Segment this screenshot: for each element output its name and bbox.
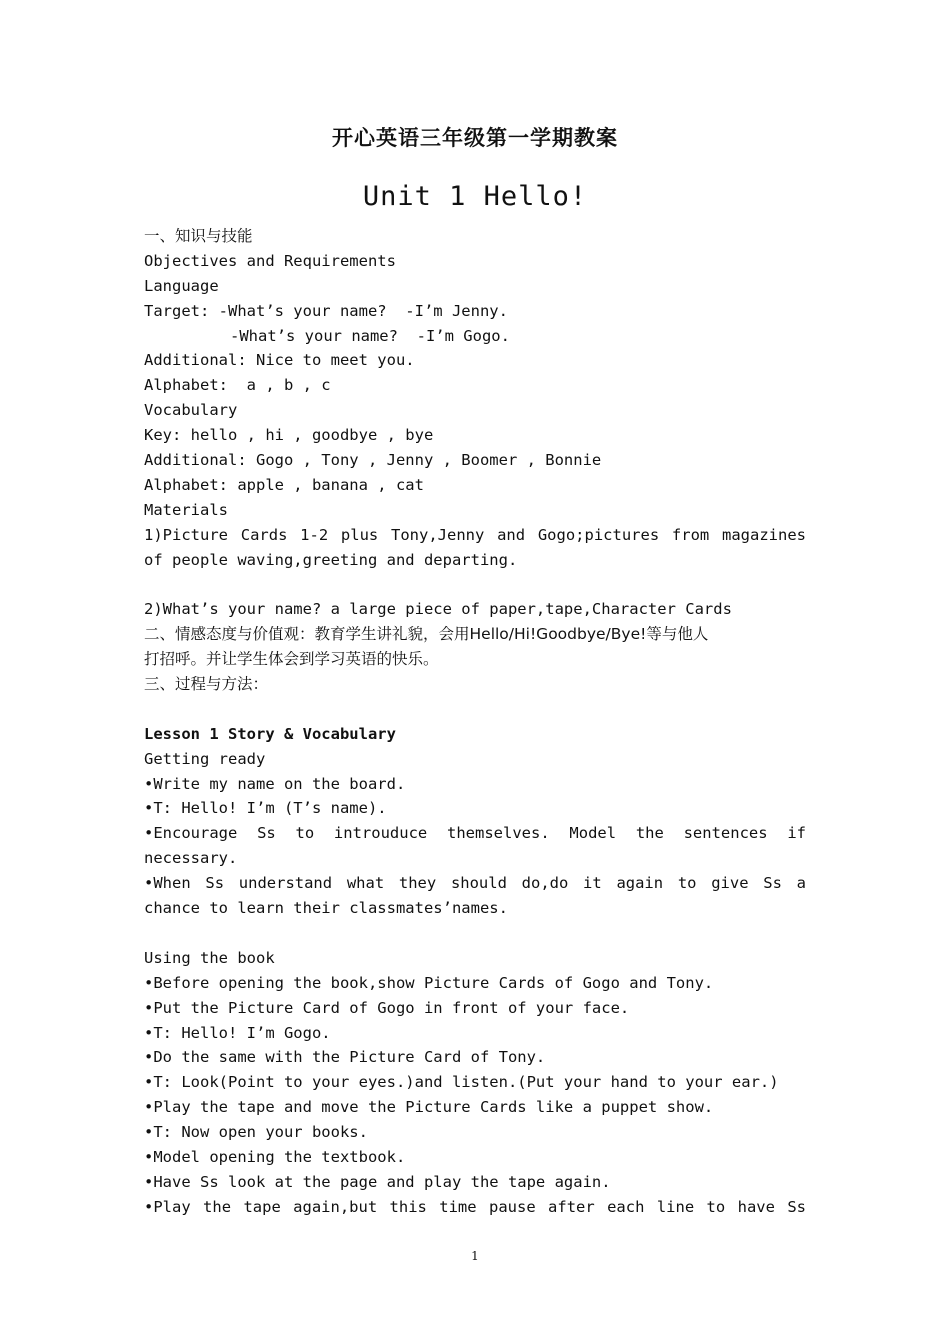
vocab-key-line: Key: hello , hi , goodbye , bye [144, 426, 434, 445]
getting-ready-item: •When Ss understand what they should do,do it again to give Ss a [144, 874, 806, 893]
document-body [144, 224, 806, 1220]
section-attitude-line-2: 打招呼。并让学生体会到学习英语的快乐。 [144, 650, 439, 669]
using-book-item: •Model opening the textbook. [144, 1147, 406, 1166]
vocab-alphabet-line: Alphabet: apple , banana , cat [144, 475, 424, 494]
using-book-item: •Do the same with the Picture Card of Tony. [144, 1048, 546, 1067]
using-book-item: •T: Now open your books. [144, 1123, 368, 1142]
using-book-item: •T: Look(Point to your eyes.)and listen.(Put your hand to your ear.) [144, 1073, 779, 1092]
spacer [144, 572, 806, 597]
vocabulary-heading: Vocabulary [144, 401, 238, 420]
getting-ready-item-continuation: chance to learn their classmates’names. [144, 899, 508, 918]
using-book-item: •Put the Picture Card of Gogo in front of your face. [144, 998, 630, 1017]
vocab-additional-line: Additional: Gogo , Tony , Jenny , Boomer , Bonnie [144, 451, 602, 470]
materials-item-2: 2)What’s your name? a large piece of paper,tape,Character Cards [144, 600, 732, 619]
materials-heading: Materials [144, 500, 228, 519]
using-book-item: •T: Hello! I’m Gogo. [144, 1023, 331, 1042]
additional-line: Additional: Nice to meet you. [144, 351, 415, 370]
getting-ready-item: •Encourage Ss to introuduce themselves. Model the sentences if [144, 824, 806, 843]
section-heading-process: 三、过程与方法： [144, 675, 269, 694]
target-line-2: -What’s your name? -I’m Gogo. [230, 326, 510, 345]
using-book-item: •Before opening the book,show Picture Cards of Gogo and Tony. [144, 973, 714, 992]
spacer [144, 921, 806, 946]
getting-ready-item: •T: Hello! I’m (T’s name). [144, 799, 387, 818]
using-book-item: •Play the tape and move the Picture Cards like a puppet show. [144, 1098, 714, 1117]
page-number: 1 [471, 1249, 479, 1263]
section-attitude-line-1: 二、情感态度与价值观：教育学生讲礼貌，会用Hello/Hi!Goodbye/Bye!等与他人 [144, 625, 709, 644]
getting-ready-heading: Getting ready [144, 749, 266, 768]
using-book-item: •Have Ss look at the page and play the tape again. [144, 1172, 611, 1191]
lesson-title: Lesson 1 Story & Vocabulary [144, 724, 396, 743]
using-book-heading: Using the book [144, 948, 275, 967]
target-line-1: Target: -What’s your name? -I’m Jenny. [144, 301, 508, 320]
objectives-heading: Objectives and Requirements [144, 251, 396, 270]
getting-ready-item: •Write my name on the board. [144, 774, 406, 793]
materials-item-1-line-2: of people waving,greeting and departing. [144, 550, 518, 569]
using-book-item: •Play the tape again,but this time pause after each line to have Ss [144, 1197, 806, 1216]
alphabet-line: Alphabet: a , b , c [144, 376, 331, 395]
materials-item-1-line-1: 1)Picture Cards 1-2 plus Tony,Jenny and Gogo;pictures from magazines [144, 525, 806, 544]
section-heading-knowledge: 一、知识与技能 [144, 227, 253, 245]
language-heading: Language [144, 276, 219, 295]
spacer [144, 697, 806, 722]
getting-ready-item-continuation: necessary. [144, 849, 238, 868]
document-title: 开心英语三年级第一学期教案 [332, 126, 618, 150]
unit-title: Unit 1 Hello! [362, 181, 588, 212]
